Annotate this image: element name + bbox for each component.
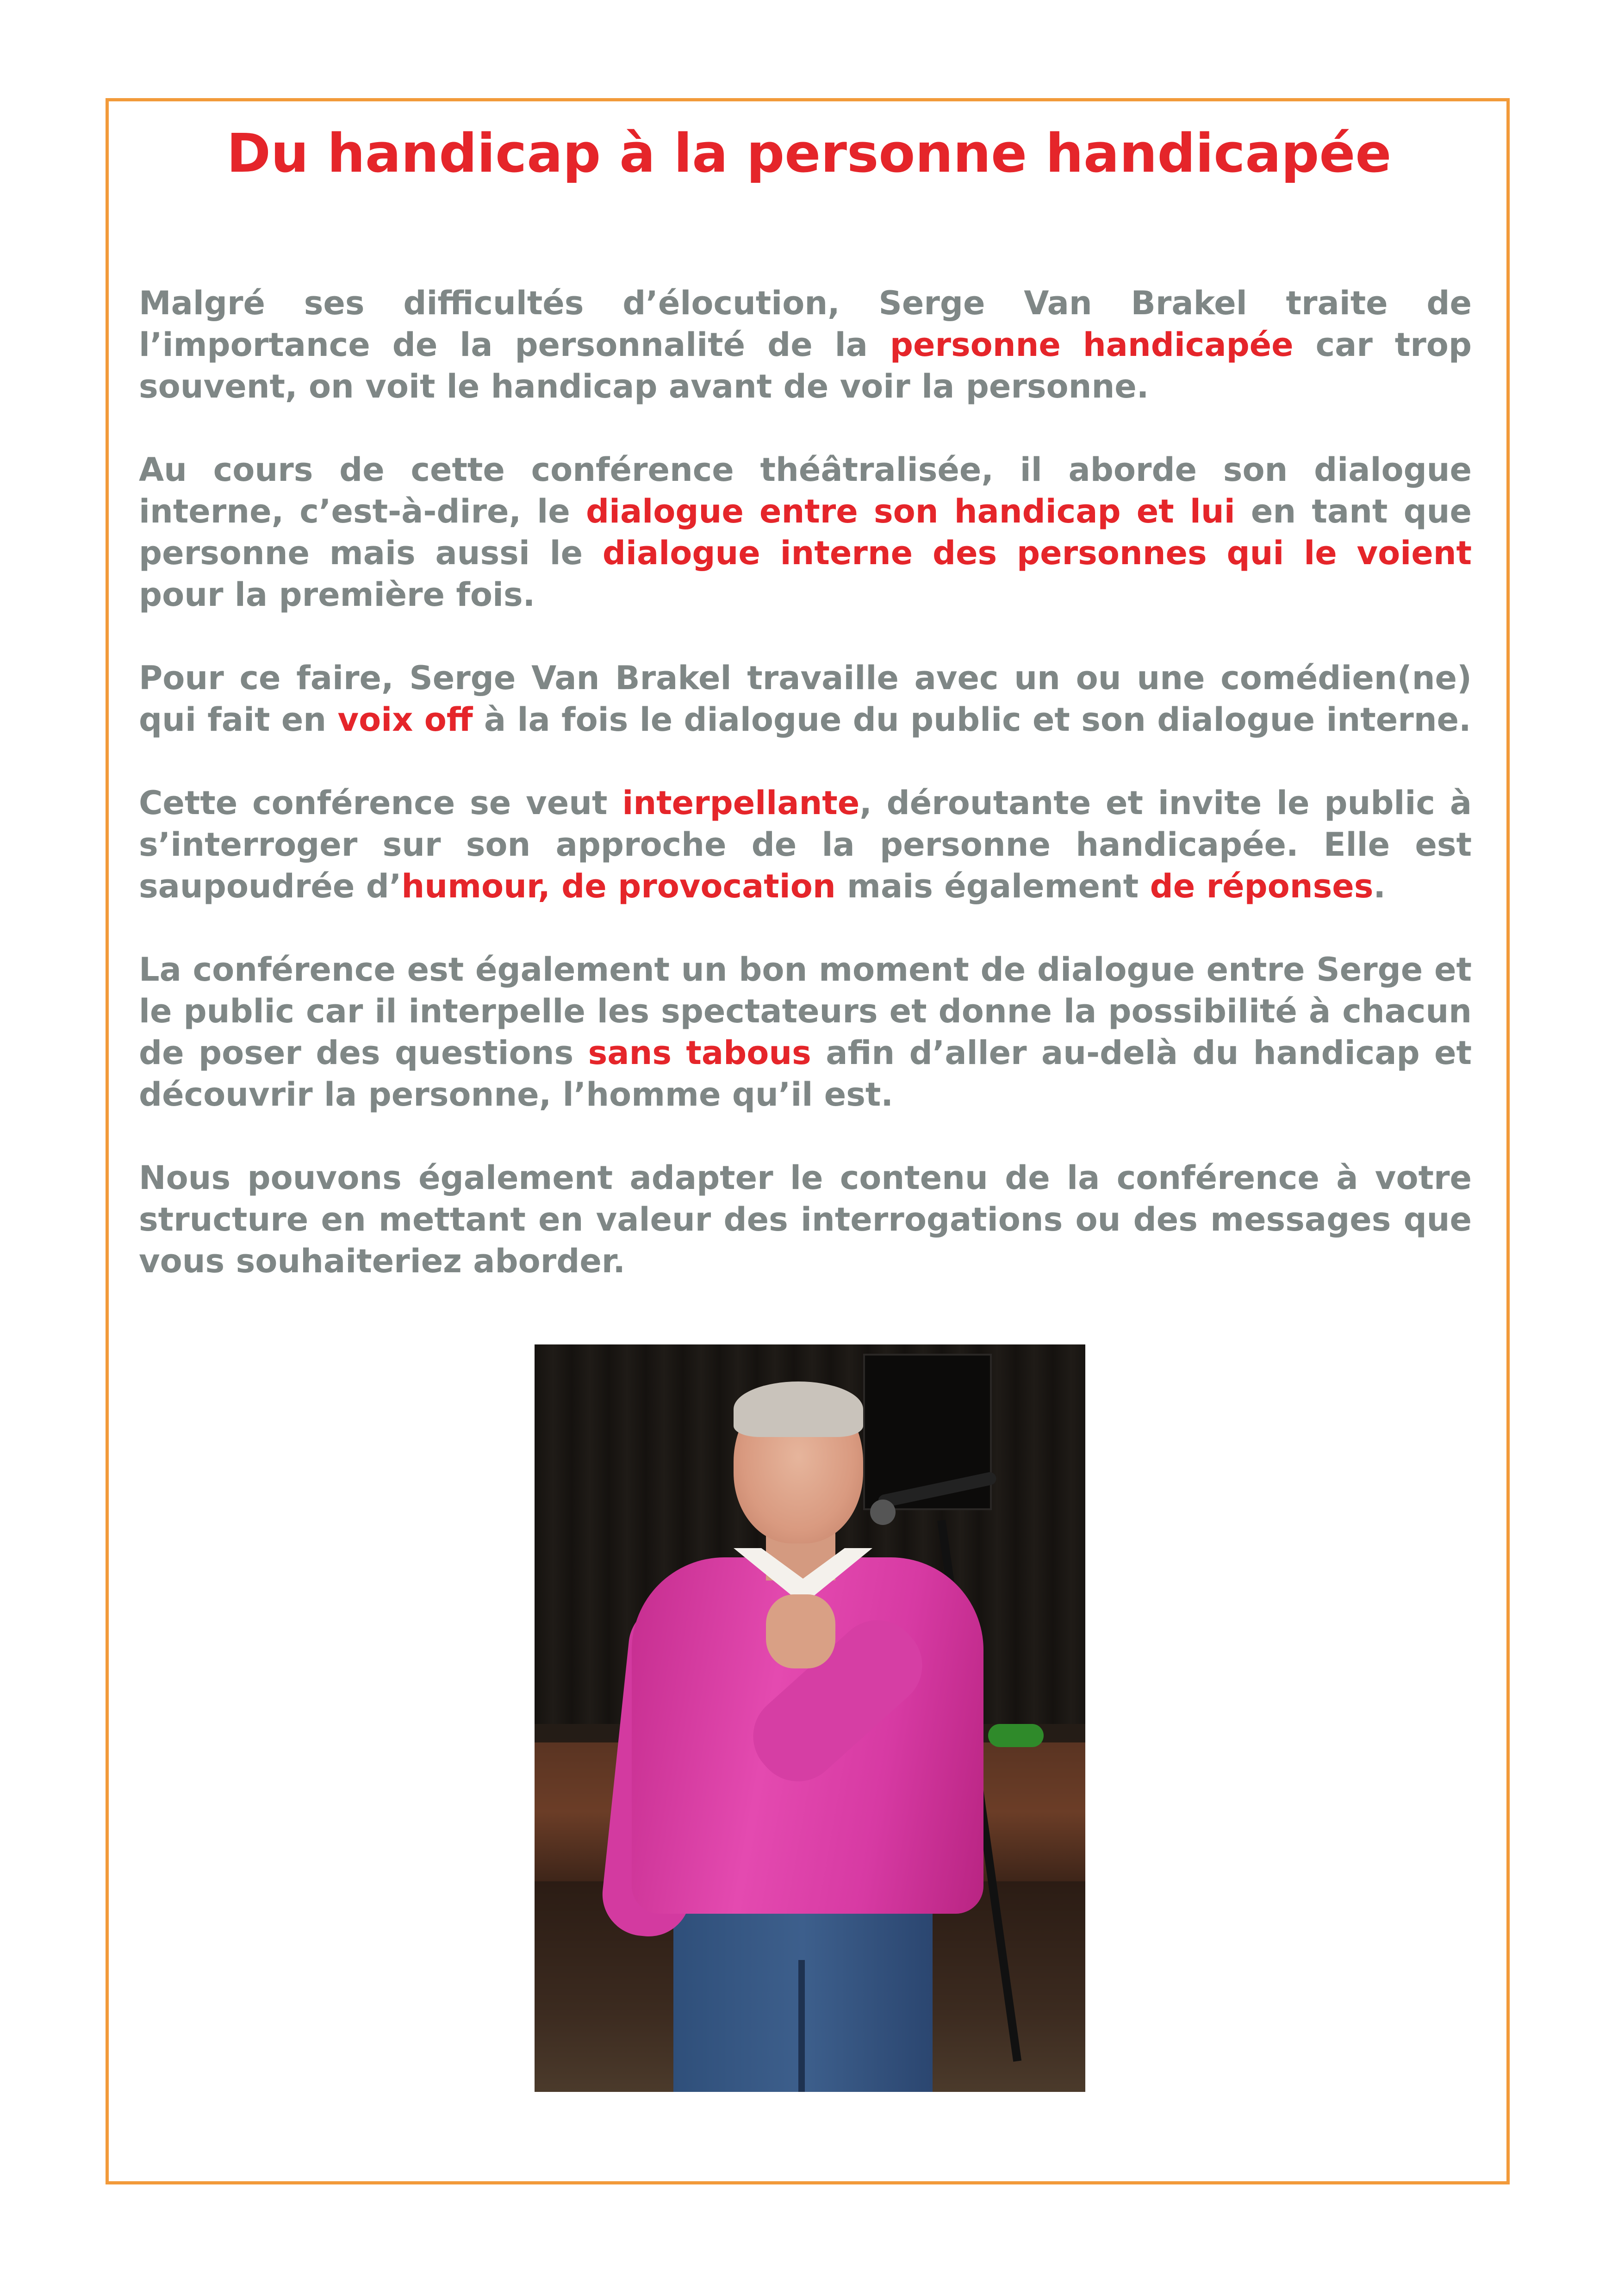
text-segment: . bbox=[1373, 867, 1386, 905]
highlight-dialogue-interne: dialogue interne des personnes qui le voient bbox=[602, 534, 1472, 572]
person-hand bbox=[766, 1594, 835, 1668]
person-hair bbox=[734, 1381, 863, 1437]
paragraph-1 bbox=[139, 282, 1472, 407]
highlight-dialogue-handicap: dialogue entre son handicap et lui bbox=[585, 492, 1235, 530]
highlight-voix-off: voix off bbox=[337, 701, 473, 739]
paragraph-4 bbox=[139, 782, 1472, 907]
text-segment: mais également bbox=[835, 867, 1150, 905]
text-segment: La conférence est également un bon moment de dialogue entre Serge et le public car il interpelle les spectateurs et donne la possibilité à chacun de poser des questions bbox=[139, 951, 1472, 1072]
text-segment: afin d’aller au-delà du handicap et découvrir la personne, l’homme qu’il est. bbox=[139, 1034, 1472, 1114]
text-segment: à la fois le dialogue du public et son dialogue interne. bbox=[473, 701, 1471, 739]
text-segment: Au cours de cette conférence théâtralisée, il aborde son dialogue interne, c’est-à-dire, le bbox=[139, 451, 1472, 530]
highlight-humour: humour, de provocation bbox=[401, 867, 836, 905]
article-body bbox=[139, 282, 1472, 1324]
text-segment: pour la première fois. bbox=[139, 576, 535, 614]
paragraph-6 bbox=[139, 1157, 1472, 1282]
highlight-interpellante: interpellante bbox=[622, 784, 860, 822]
text-segment: Pour ce faire, Serge Van Brakel travaille avec un ou une comédien(ne) qui fait en bbox=[139, 659, 1472, 739]
green-object bbox=[988, 1724, 1044, 1747]
text-segment: Cette conférence se veut bbox=[139, 784, 622, 822]
paragraph-5 bbox=[139, 949, 1472, 1115]
text-segment: Nous pouvons également adapter le contenu de la conférence à votre structure en mettant en valeur des interrogations ou des messages que vous souhaiteriez aborder. bbox=[139, 1159, 1472, 1280]
paragraph-2 bbox=[139, 449, 1472, 616]
text-segment: , déroutante et invite le public à s’interroger sur son approche de la personne handicapée. Elle est saupoudrée d’ bbox=[139, 784, 1472, 905]
paragraph-3 bbox=[139, 657, 1472, 740]
highlight-sans-tabous: sans tabous bbox=[588, 1034, 811, 1072]
page-title: Du handicap à la personne handicapée bbox=[226, 123, 1392, 185]
highlight-reponses: de réponses bbox=[1150, 867, 1374, 905]
text-segment: Malgré ses difficultés d’élocution, Serge Van Brakel traite de l’importance de la personnalité de la bbox=[139, 284, 1472, 364]
speaker-photo bbox=[535, 1344, 1085, 2092]
highlight-personne-handicapee: personne handicapée bbox=[890, 326, 1294, 364]
text-segment: car trop souvent, on voit le handicap avant de voir la personne. bbox=[139, 326, 1472, 405]
microphone-head bbox=[870, 1500, 896, 1525]
text-segment: en tant que personne mais aussi le bbox=[139, 492, 1472, 572]
person-jeans-seam bbox=[798, 1960, 805, 2092]
